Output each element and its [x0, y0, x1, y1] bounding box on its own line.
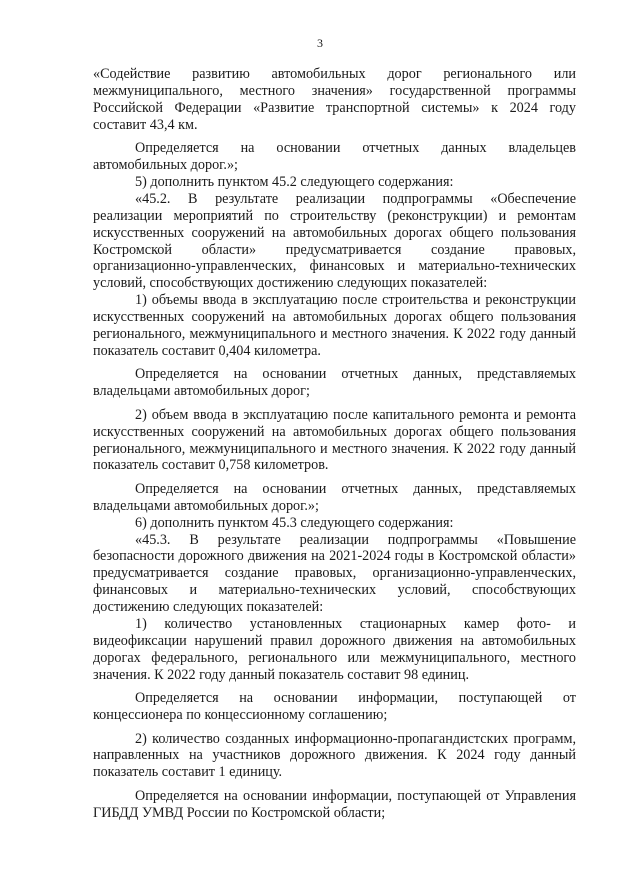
paragraph-determination: Определяется на основании отчетных данных, представляемых владельцами автомобильных дорог.»; [93, 480, 576, 514]
document-body [93, 66, 576, 822]
paragraph-45-2: «45.2. В результате реализации подпрограммы «Обеспечение реализации мероприятий по строительству (реконструкции) и ремонтам искусственных сооружений на автомобильных дорогах общего пользования Костромской области» предусматривается создание правовых, организационно-управленческих, финансовых и материально-технических условий, способствующих достижению следующих показателей: [93, 190, 576, 292]
paragraph-indicator-1: 1) объемы ввода в эксплуатацию после строительства и реконструкции искусственных сооружений на автомобильных дорогах общего пользования регионального, межмуниципального и местного значения. К 2022 году данный показатель составит 0,404 километра. [93, 292, 576, 359]
paragraph-determination: Определяется на основании отчетных данных владельцев автомобильных дорог.»; [93, 140, 576, 174]
paragraph-determination: Определяется на основании отчетных данных, представляемых владельцами автомобильных дорог; [93, 366, 576, 400]
page-number: 3 [317, 36, 323, 50]
paragraph-determination: Определяется на основании информации, поступающей от концессионера по концессионному соглашению; [93, 690, 576, 724]
paragraph-amendment-5: 5) дополнить пунктом 45.2 следующего содержания: [135, 173, 454, 190]
paragraph-amendment-6: 6) дополнить пунктом 45.3 следующего содержания: [135, 514, 454, 531]
paragraph-determination: Определяется на основании информации, поступающей от Управления ГИБДД УМВД России по Костромской области; [93, 787, 576, 821]
paragraph-indicator-2: 2) объем ввода в эксплуатацию после капитального ремонта и ремонта искусственных сооружений на автомобильных дорогах общего пользования регионального, межмуниципального и местного значения. К 2022 году данный показатель составит 0,758 километров. [93, 406, 576, 474]
paragraph-intro: «Содействие развитию автомобильных дорог регионального или межмуниципального, местного значения» государственной программы Российской Федерации «Развитие транспортной системы» к 2024 году составит 43,4 км. [93, 66, 576, 133]
paragraph-indicator-2: 2) количество созданных информационно-пропагандистских программ, направленных на участников дорожного движения. К 2024 году данный показатель составит 1 единицу. [93, 730, 576, 781]
paragraph-45-3: «45.3. В результате реализации подпрограммы «Повышение безопасности дорожного движения на 2021-2024 годы в Костромской области» предусматривается создание правовых, организационно-управленческих, финансовых и материально-технических условий, способствующих достижению следующих показателей: [93, 531, 576, 616]
paragraph-indicator-1: 1) количество установленных стационарных камер фото- и видеофиксации нарушений правил дорожного движения на автомобильных дорогах федерального, регионального или межмуниципального, местного значения. К 2022 году данный показатель составит 98 единиц. [93, 616, 576, 683]
